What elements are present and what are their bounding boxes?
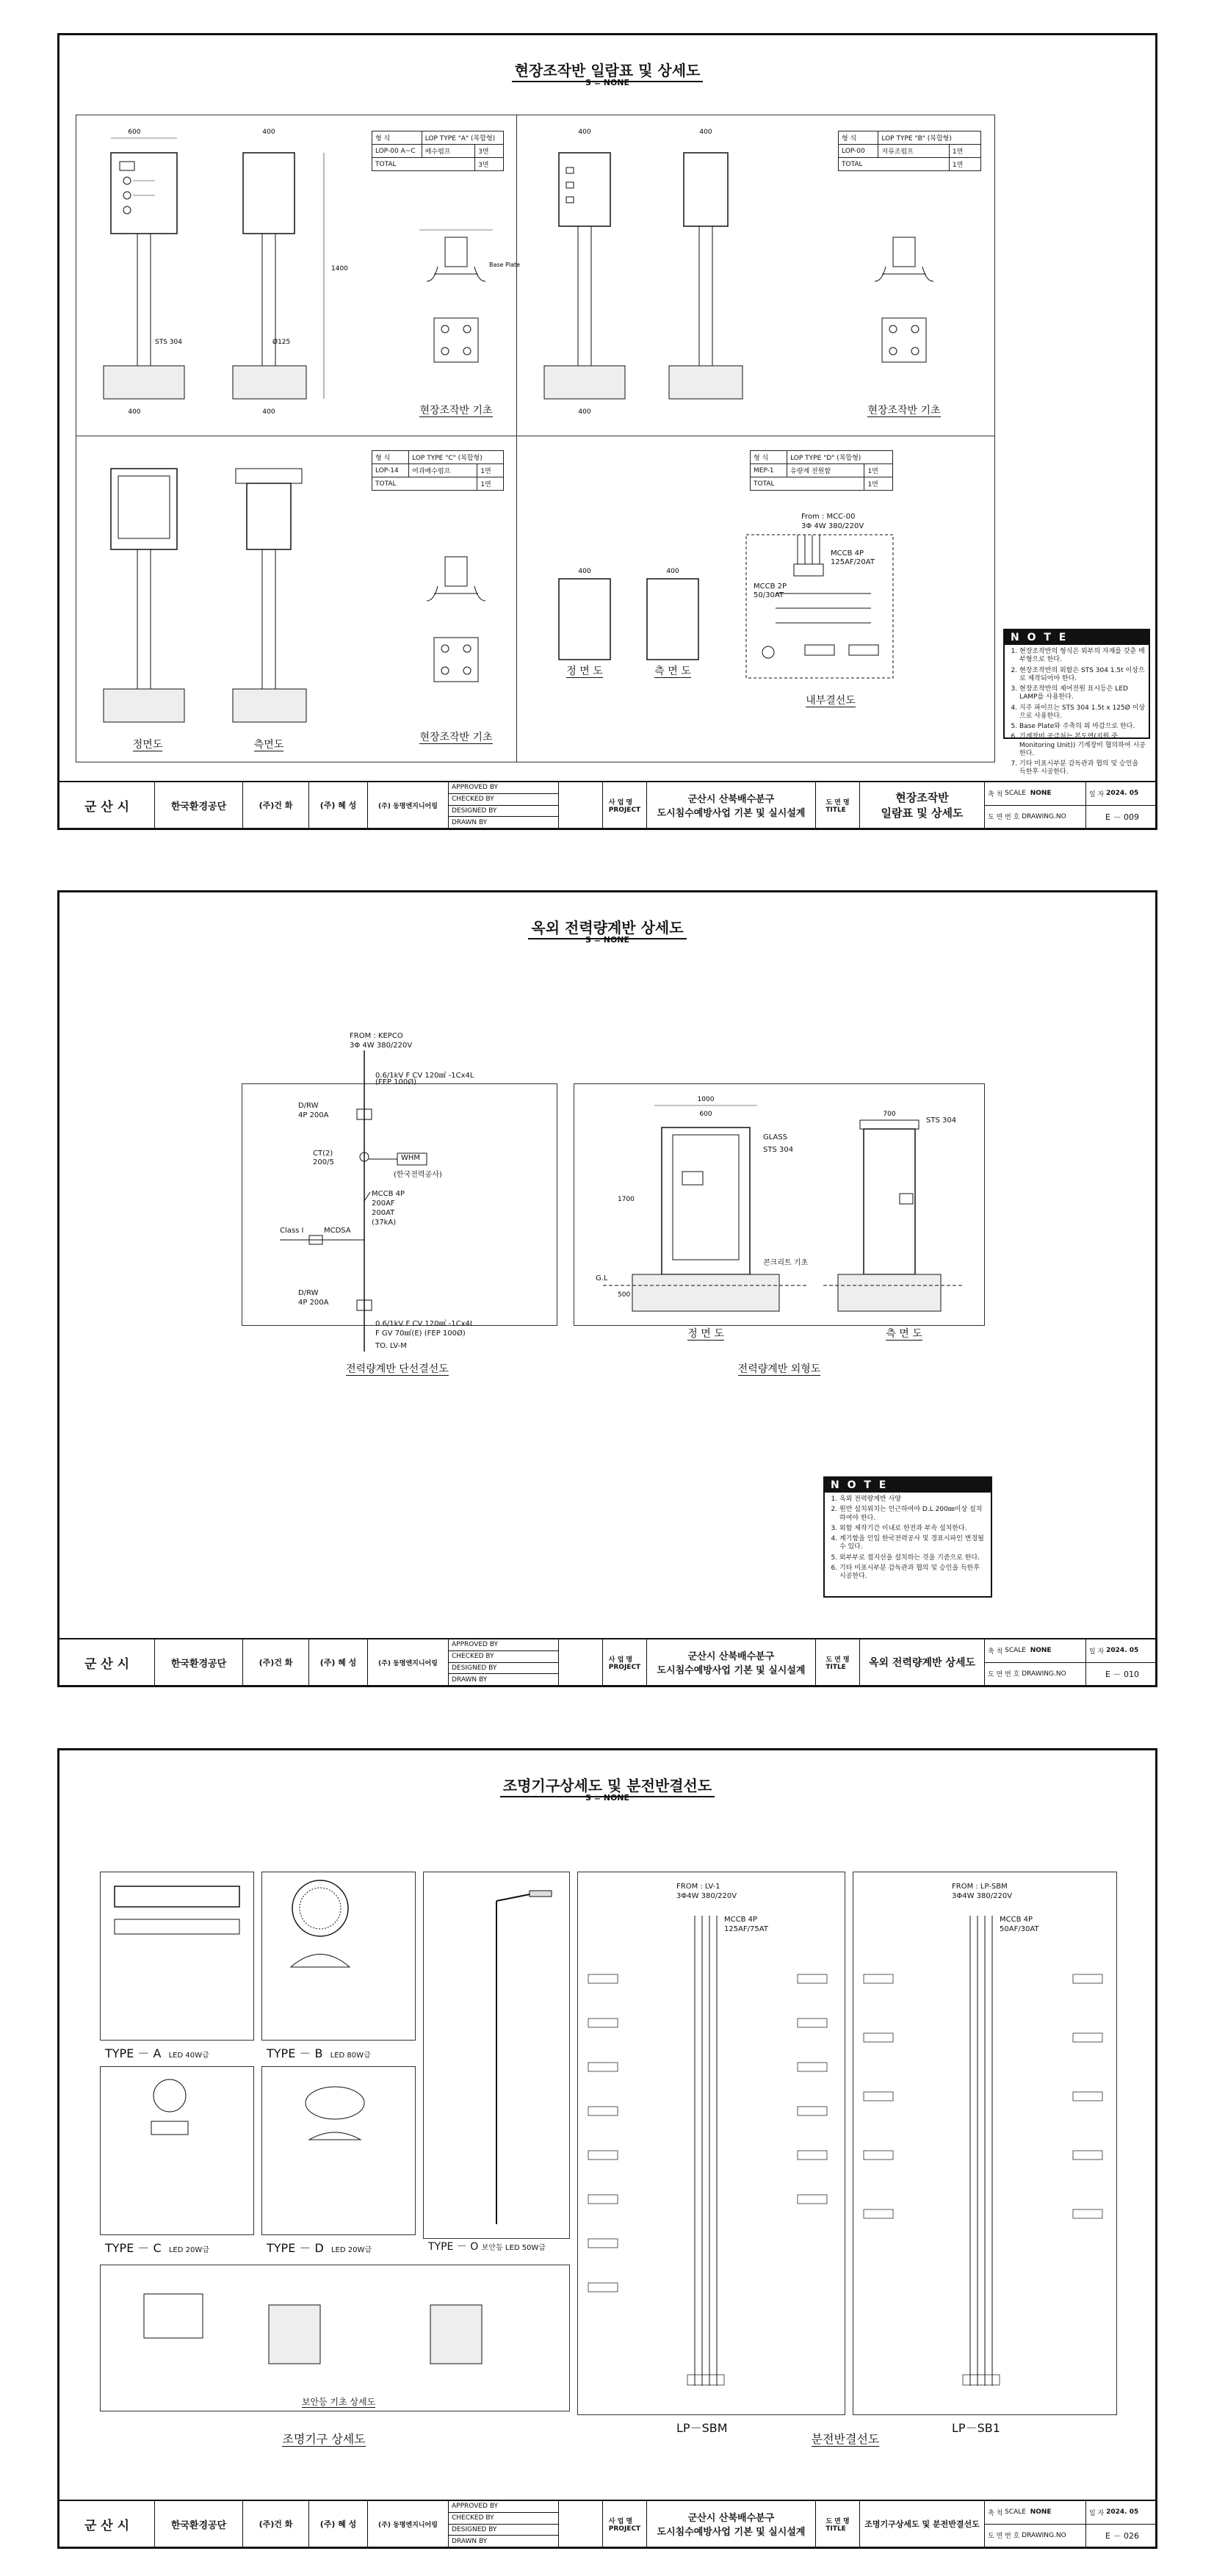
firm2: (주) 혜 성: [309, 782, 368, 828]
sl-whm2: (한국전력공사): [394, 1171, 442, 1179]
title-block: [59, 781, 1155, 828]
type-d-label: TYPE － D LED 20W급: [267, 2241, 372, 2255]
firm1: (주)건 화: [243, 782, 309, 828]
dim-700: 700: [883, 1111, 896, 1118]
client-logo: 군 산 시: [59, 1639, 155, 1685]
sl-dsbox: D/RW: [298, 1102, 319, 1110]
project-name: 군산시 산북배수분구 도시침수예방사업 기본 및 실시설계: [647, 1639, 816, 1685]
sheet-title: 조명기구상세도 및 분전반결선도: [59, 1774, 1155, 1795]
sl-class: Class I: [280, 1227, 304, 1235]
svg-text:600: 600: [128, 129, 141, 136]
base-plate-c: [405, 535, 507, 718]
ol-gl: G.L: [596, 1274, 608, 1282]
agency-logo: 한국환경공단: [155, 2501, 243, 2547]
ol-conc: 콘크리트 기초: [763, 1259, 809, 1267]
caption-front-2: 정 면 도: [566, 665, 603, 677]
wiring-from: From : MCC-00: [801, 513, 856, 521]
fixture-drawings: [100, 1872, 570, 2415]
svg-text:400: 400: [128, 408, 141, 416]
wiring-from2: 3Φ 4W 380/220V: [801, 522, 864, 530]
lop-table-c: 형 식 LOP TYPE "C" (복합형) LOP-14 여과배수펌프 1면 TOTAL 1면: [372, 450, 504, 491]
drawing-title: 현장조작반 일람표 및 상세도: [860, 782, 985, 828]
svg-text:400: 400: [666, 568, 679, 575]
firm3: (주) 동명엔지니어링: [368, 1639, 449, 1685]
lop-table-a: 형 식 LOP TYPE "A" (복합형) LOP-00 A~C 배수펌프 3면 TOTAL 3면: [372, 131, 504, 171]
svg-text:400: 400: [578, 568, 591, 575]
project-label: 사 업 명 PROJECT: [603, 2501, 647, 2547]
sl-from: FROM : KEPCO: [350, 1032, 403, 1040]
caption-fixtures: 조명기구 상세도: [282, 2432, 366, 2446]
caption-base: 보안등 기초 상세도: [301, 2397, 376, 2407]
scale-cells: 축 척 SCALE NONE 도 면 번 호 DRAWING.NO: [985, 1639, 1086, 1685]
dim-1400: 1400: [331, 265, 348, 273]
caption-side-2: 측 면 도: [654, 665, 691, 677]
scale-label: S = NONE: [585, 78, 630, 87]
firm3: (주) 동명엔지니어링: [368, 2501, 449, 2547]
firm1: (주)건 화: [243, 1639, 309, 1685]
wiring-mccb2: MCCB 2P: [754, 582, 787, 591]
sl-cable2: 0.6/1kV F CV 120㎟ -1Cx4L: [375, 1320, 474, 1328]
caption-front-3: 정 면 도: [687, 1328, 724, 1340]
caption-found-1: 현장조작반 기초: [419, 405, 493, 416]
svg-text:Base Plate: Base Plate: [489, 261, 521, 268]
scale-label: S = NONE: [585, 935, 630, 945]
svg-text:400: 400: [262, 129, 275, 136]
caption-side-1: 측면도: [253, 739, 284, 751]
sl-mccb: MCCB 4P: [372, 1190, 405, 1198]
lp-sb1-main: MCCB 4P: [1000, 1916, 1033, 1924]
caption-side-3: 측 면 도: [886, 1328, 922, 1340]
sl-to: TO. LV-M: [375, 1342, 407, 1350]
lp-sbm-name: LP－SBM: [676, 2421, 728, 2435]
caption-found-3: 현장조작반 기초: [419, 732, 493, 743]
wiring-mccb1b: 125AF/20AT: [831, 558, 875, 566]
scale-cells: 축 척 SCALE NONE 도 면 번 호 DRAWING.NO: [985, 782, 1086, 828]
sl-mccb4: (37kA): [372, 1219, 397, 1227]
caption-found-2: 현장조작반 기초: [867, 405, 941, 416]
project-label: 사 업 명 PROJECT: [603, 1639, 647, 1685]
scale-label: S = NONE: [585, 1793, 630, 1803]
title-label: 도 면 명 TITLE: [816, 782, 860, 828]
firm2: (주) 혜 성: [309, 1639, 368, 1685]
lp-sbm-from2: 3Φ4W 380/220V: [676, 1892, 737, 1900]
firm1: (주)건 화: [243, 2501, 309, 2547]
sl-mccb2: 200AF: [372, 1199, 395, 1208]
base-plate-a: [405, 215, 521, 399]
meter-panel-outline: [588, 1091, 970, 1318]
project-name: 군산시 산북배수분구 도시침수예방사업 기본 및 실시설계: [647, 2501, 816, 2547]
sl-mccb3: 200AT: [372, 1209, 395, 1217]
sl-ct: CT(2): [313, 1150, 333, 1158]
svg-text:Ø125: Ø125: [272, 339, 291, 346]
scale-cells: 축 척 SCALE NONE 도 면 번 호 DRAWING.NO: [985, 2501, 1086, 2547]
sl-ct2: 200/5: [313, 1158, 334, 1166]
sl-dsbox2: 4P 200A: [298, 1111, 329, 1119]
title-label: 도 면 명 TITLE: [816, 2501, 860, 2547]
sl-cable1b: (FEP 100Ø): [375, 1078, 417, 1086]
agency-logo: 한국환경공단: [155, 782, 243, 828]
sl-cable1: 0.6/1kV F CV 120㎟ -1Cx4L: [375, 1072, 474, 1080]
sl-mcdsa: MCDSA: [324, 1227, 351, 1235]
lp-sb1-from: FROM : LP-SBM: [952, 1883, 1008, 1891]
single-line-diagram: [280, 1050, 544, 1359]
sl-dsbox2-b: 4P 200A: [298, 1299, 329, 1307]
wiring-mccb1: MCCB 4P: [831, 549, 864, 558]
lop-table-d: 형 식 LOP TYPE "D" (복합형) MEP-1 유량계 전원함 1면 TOTAL 1면: [750, 450, 893, 491]
divider-v: [516, 115, 517, 762]
note-box-1: N O T E 1. 현장조작반의 형식은 외부의 자재를 갖춘 매부형으로 한다. 2. 현장조작반의 외함은 STS 304 1.5t 이상으로 제작되어야 한다. 3. 현장조작반의 제어전원 표시등은 LED LAMP를 사용한다. 4. 지주 파이프는 STS 304 1.5t x 125Ø 이상으로 사용한다. 5. Base Plate와 주축의 외 마감으로 한다. 6. 기계장비 공급처는 본도면(지원 중 Monitoring Unit)) 기계장비 협의하여 시공한다. 7. 기타 미표시부분 감독관과 협의 및 승인을 득한후 시공한다.: [1003, 629, 1150, 739]
agency-logo: 한국환경공단: [155, 1639, 243, 1685]
caption-front-1: 정면도: [132, 739, 163, 751]
svg-text:400: 400: [262, 408, 275, 416]
signatures: [559, 2501, 603, 2547]
title-label: 도 면 명 TITLE: [816, 1639, 860, 1685]
lop-c-elevation: [89, 447, 353, 740]
dim-500: 500: [618, 1291, 631, 1299]
firm2: (주) 혜 성: [309, 2501, 368, 2547]
project-label: 사 업 명 PROJECT: [603, 782, 647, 828]
firm3: (주) 동명엔지니어링: [368, 782, 449, 828]
sl-from2: 3Φ 4W 380/220V: [350, 1042, 413, 1050]
lop-b-elevation: [530, 123, 794, 432]
lop-d-elevation: [544, 564, 720, 711]
caption-panels: 분전반결선도: [811, 2432, 880, 2446]
ol-sts: STS 304: [763, 1146, 794, 1154]
lp-sb1-name: LP－SB1: [952, 2421, 1000, 2435]
svg-text:400: 400: [699, 129, 712, 136]
type-o-label: TYPE － O 보안등 LED 50W급: [428, 2241, 546, 2253]
sheet-title: 옥외 전력량계반 상세도: [59, 916, 1155, 937]
sheet-title: 현장조작반 일람표 및 상세도: [59, 59, 1155, 80]
svg-text:400: 400: [578, 408, 591, 416]
type-a-label: TYPE － A LED 40W급: [105, 2046, 209, 2060]
sl-whm: WHM: [401, 1154, 421, 1162]
sheet-e026: [57, 1748, 1157, 2549]
title-block: [59, 2500, 1155, 2547]
date-cells: 일 자 2024. 05 E － 009: [1086, 782, 1155, 828]
svg-text:400: 400: [578, 129, 591, 136]
drawing-title: 조명기구상세도 및 분전반결선도: [860, 2501, 985, 2547]
lp-sbm-main2: 125AF/75AT: [724, 1925, 768, 1933]
project-name: 군산시 산북배수분구 도시침수예방사업 기본 및 실시설계: [647, 782, 816, 828]
client-logo: 군 산 시: [59, 2501, 155, 2547]
drawing-title: 옥외 전력량계반 상세도: [860, 1639, 985, 1685]
lp-sbm-from: FROM : LV-1: [676, 1883, 720, 1891]
lp-sbm-main: MCCB 4P: [724, 1916, 758, 1924]
lp-sb1-from2: 3Φ4W 380/220V: [952, 1892, 1013, 1900]
sl-cable2b: F GV 70㎟(E) (FEP 100Ø): [375, 1330, 466, 1338]
caption-wiring: 내부결선도: [806, 695, 856, 707]
base-plate-b: [853, 215, 955, 399]
signatures: [559, 1639, 603, 1685]
approval-rows: APPROVED BY CHECKED BY DESIGNED BY DRAWN BY: [449, 782, 559, 828]
approval-rows: APPROVED BY CHECKED BY DESIGNED BY DRAWN BY: [449, 2501, 559, 2547]
date-cells: 일 자 2024. 05 E － 010: [1086, 1639, 1155, 1685]
dim-600: 600: [699, 1111, 712, 1118]
date-cells: 일 자 2024. 05 E － 026: [1086, 2501, 1155, 2547]
client-logo: 군 산 시: [59, 782, 155, 828]
dim-1700: 1700: [618, 1196, 635, 1203]
signatures: [559, 782, 603, 828]
sheet-e010: [57, 890, 1157, 1687]
sl-dsbox-b: D/RW: [298, 1289, 319, 1297]
type-c-label: TYPE － C LED 20W급: [105, 2241, 209, 2255]
approval-rows: APPROVED BY CHECKED BY DESIGNED BY DRAWN BY: [449, 1639, 559, 1685]
sheet-e009: [57, 33, 1157, 830]
wiring-mccb2b: 50/30AT: [754, 591, 784, 599]
lop-a-elevation: [89, 123, 353, 432]
lop-table-b: 형 식 LOP TYPE "B" (복합형) LOP-00 저류조펌프 1면 TOTAL 1면: [838, 131, 981, 171]
panel-wiring: [577, 1872, 1121, 2415]
title-block: [59, 1638, 1155, 1685]
svg-text:STS 304: STS 304: [155, 339, 182, 346]
ol-glass: GLASS: [763, 1133, 788, 1141]
lp-sb1-main2: 50AF/30AT: [1000, 1925, 1039, 1933]
note-box-2: N O T E 1. 옥외 전력량계반 사양 2. 원반 설치위치는 인근하여야 D.L 200㎜이상 설치하여야 한다. 3. 외함 제작기간 이내로 한전과 부속 설치한다. 4. 계기함을 인입 한국전력공사 및 경표시파인 변경될 수 있다. 5. 외부부로 접지선을 설치하는 것을 기준으로 한다. 6. 기타 미표시부분 감독관과 협의 및 승인을 득한후 시공한다.: [823, 1476, 992, 1598]
dim-1000: 1000: [697, 1096, 715, 1103]
caption-outline: 전력량계반 외형도: [737, 1363, 821, 1375]
ol-sts-side: STS 304: [926, 1116, 957, 1125]
type-b-label: TYPE － B LED 80W급: [267, 2046, 371, 2060]
caption-single-line: 전력량계반 단선결선도: [346, 1363, 449, 1375]
